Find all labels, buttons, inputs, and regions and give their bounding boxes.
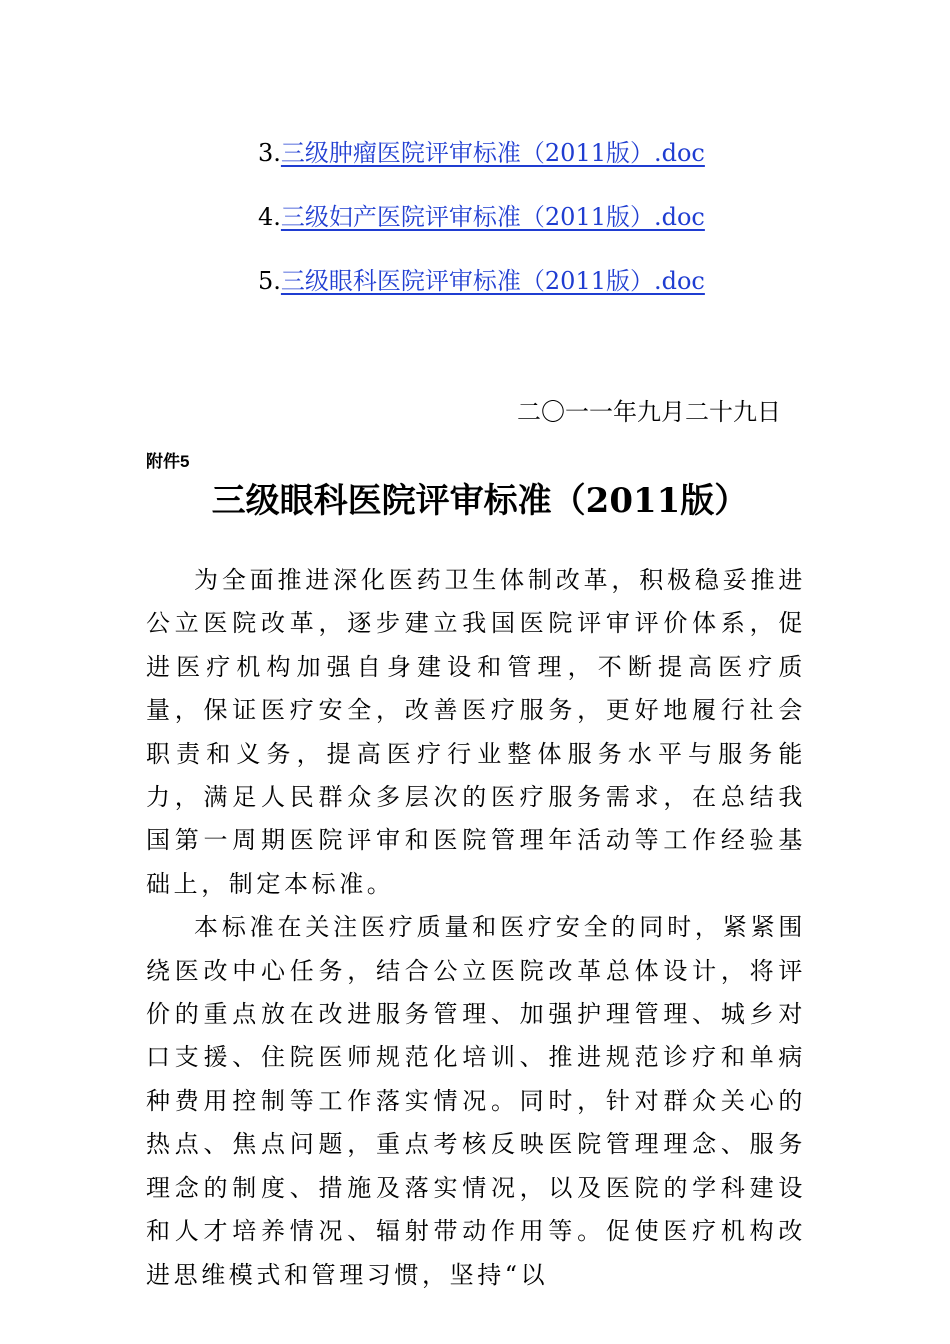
attachment-number: 3. [258, 139, 281, 167]
attachment-label: 附件5 [146, 452, 190, 471]
attachment-number: 4. [258, 203, 281, 231]
document-title: 三级眼科医院评审标准（2011版） [211, 481, 749, 521]
attachment-link-list [258, 134, 778, 326]
attachment-item [258, 262, 778, 326]
body-paragraph: 本标准在关注医疗质量和医疗安全的同时，紧紧围绕医改中心任务，结合公立医院改革总体设计，将评价的重点放在改进服务管理、加强护理管理、城乡对口支援、住院医师规范化培训、推进规范诊疗和单病种费用控制等工作落实情况。同时，针对群众关心的热点、焦点问题，重点考核反映医院管理理念、服务理念的制度、措施及落实情况，以及医院的学科建设和人才培养情况、辐射带动作用等。促使医疗机构改进思维模式和管理习惯，坚持“以 [146, 913, 806, 1289]
body-paragraph: 为全面推进深化医药卫生体制改革，积极稳妥推进公立医院改革，逐步建立我国医院评审评价体系，促进医疗机构加强自身建设和管理，不断提高医疗质量，保证医疗安全，改善医疗服务，更好地履行社会职责和义务，提高医疗行业整体服务水平与服务能力，满足人民群众多层次的医疗服务需求，在总结我国第一周期医院评审和医院管理年活动等工作经验基础上，制定本标准。 [146, 566, 806, 898]
attachment-link[interactable]: 三级肿瘤医院评审标准（2011版）.doc [280, 139, 705, 167]
attachment-item [258, 134, 778, 198]
document-date: 二〇一一年九月二十九日 [517, 398, 781, 426]
attachment-number: 5. [258, 267, 281, 295]
attachment-item [258, 198, 778, 262]
document-body [146, 559, 806, 1297]
attachment-link[interactable]: 三级妇产医院评审标准（2011版）.doc [280, 203, 705, 231]
attachment-link[interactable]: 三级眼科医院评审标准（2011版）.doc [280, 267, 705, 295]
